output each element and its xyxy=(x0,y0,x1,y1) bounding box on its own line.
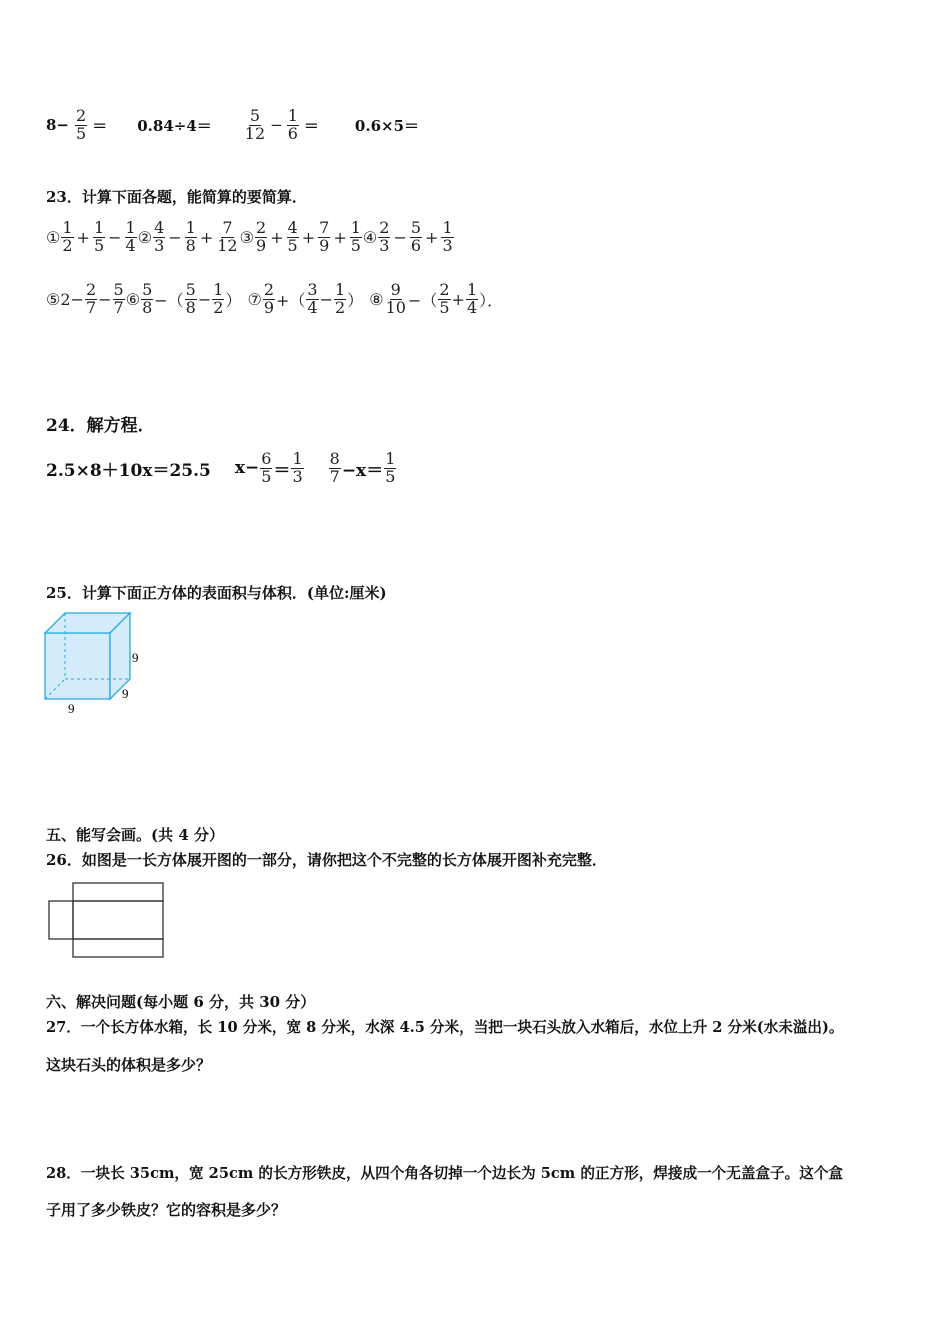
q23-frac7b: $\frac{3}{4}$ xyxy=(307,279,318,317)
q23-op: − xyxy=(108,227,122,247)
q23-op6b: − xyxy=(197,289,212,309)
q23-op7: +（ xyxy=(276,290,306,310)
q23-op8b: + xyxy=(451,289,465,309)
q23-whole5: 2− xyxy=(60,289,84,309)
q25-title: 25．计算下面正方体的表面积与体积．(单位:厘米) xyxy=(46,584,387,602)
q23-fraction: $\frac{7}{9}$ xyxy=(319,217,330,255)
q23-fraction: $\frac{4}{3}$ xyxy=(154,217,165,255)
q23-fraction: $\frac{1}{5}$ xyxy=(350,217,361,255)
q23-fraction: $\frac{1}{3}$ xyxy=(442,217,453,255)
q23-frac8c: $\frac{1}{4}$ xyxy=(466,279,478,317)
q24-eq2-frac2: $\frac{1}{3}$ xyxy=(292,448,303,486)
q23-close8: ）． xyxy=(479,290,504,310)
q23-frac7c: $\frac{1}{2}$ xyxy=(335,279,346,317)
q23-op5: − xyxy=(98,289,112,309)
net-figure xyxy=(46,880,168,962)
q23-op8: −（ xyxy=(407,290,438,310)
q23-frac7a: $\frac{2}{9}$ xyxy=(263,279,274,317)
q22-expr3-equals: ＝ xyxy=(303,116,319,135)
q22-expr1-equals: ＝ xyxy=(92,116,108,135)
q23-mark5: ⑤ xyxy=(46,289,61,309)
q23-op: + xyxy=(333,227,347,247)
q23-fraction: $\frac{1}{4}$ xyxy=(125,217,136,255)
q22-expr3-fraction2: $\frac{1}{6}$ xyxy=(287,105,298,143)
q24-eq2-b: ＝ xyxy=(273,460,291,481)
q27-line2: 这块石头的体积是多少？ xyxy=(46,1056,212,1074)
q27-line1: 27．一个长方体水箱，长 10 分米，宽 8 分米，水深 4.5 分米，当把一块石头放入水箱后，水位上升 2 分米(水未溢出)。 xyxy=(46,1019,844,1036)
q24-equations xyxy=(46,442,397,494)
net-left-face xyxy=(49,901,73,939)
q23-fraction: $\frac{1}{8}$ xyxy=(185,217,196,255)
net-bottom-face xyxy=(73,939,163,957)
q23-fraction: $\frac{7}{12}$ xyxy=(217,217,238,255)
q22-row xyxy=(46,100,419,150)
q23-op: + xyxy=(425,227,439,247)
q23-frac6c: $\frac{1}{2}$ xyxy=(213,279,224,317)
q22-expr1-fraction: $\frac{2}{5}$ xyxy=(76,105,87,143)
q23-fraction: $\frac{2}{3}$ xyxy=(379,217,390,255)
q24-eq3-frac1: $\frac{8}{7}$ xyxy=(329,448,340,486)
section6-title: 六、解决问题(每小题 6 分，共 30 分） xyxy=(46,993,316,1011)
q23-row1 xyxy=(46,214,455,260)
q24-eq1: 2.5×8＋10x＝25.5 xyxy=(46,460,211,481)
cube-height-label: 9 xyxy=(132,650,139,665)
q23-close7: ） xyxy=(347,290,364,310)
q23-mark3: ③ xyxy=(239,227,254,247)
q22-expr2: 0.84÷4＝ xyxy=(137,116,212,135)
q24-title: 24．解方程． xyxy=(46,416,155,436)
q23-fraction: $\frac{1}{2}$ xyxy=(62,217,73,255)
net-middle-face xyxy=(73,901,163,939)
q24-eq2-frac1: $\frac{6}{5}$ xyxy=(261,448,272,486)
q22-expr4: 0.6×5＝ xyxy=(354,116,420,135)
q23-mark4: ④ xyxy=(362,227,378,247)
q24-eq2-a: x− xyxy=(234,458,260,478)
q23-frac8b: $\frac{2}{5}$ xyxy=(439,279,450,317)
q23-fraction: $\frac{1}{5}$ xyxy=(93,217,105,255)
q24-eq3-a: −x＝ xyxy=(341,460,384,481)
q23-frac6a: $\frac{5}{8}$ xyxy=(142,279,153,317)
q22-expr1-whole: 8− xyxy=(46,116,70,134)
q23-mark7: ⑦ xyxy=(247,289,262,309)
cube-width-label: 9 xyxy=(68,701,75,716)
q23-op: − xyxy=(393,227,407,247)
q23-op: + xyxy=(76,227,90,247)
q23-op: + xyxy=(199,227,214,247)
cube-figure xyxy=(40,605,150,720)
q23-mark1: ① xyxy=(46,227,61,247)
q23-mark2: ② xyxy=(137,227,153,247)
q23-fraction: $\frac{2}{9}$ xyxy=(255,217,267,255)
q23-row2 xyxy=(46,276,503,322)
q23-mark8: ⑧ xyxy=(369,289,384,309)
q23-op: − xyxy=(168,227,182,247)
q23-frac6b: $\frac{5}{8}$ xyxy=(185,279,196,317)
q23-fraction: $\frac{5}{6}$ xyxy=(410,217,422,255)
cube-depth-label: 9 xyxy=(122,686,129,701)
q28-line1: 28．一块长 35cm，宽 25cm 的长方形铁皮，从四个角各切掉一个边长为 5cm 的正方形，焊接成一个无盖盒子。这个盒 xyxy=(46,1165,844,1182)
q23-op: + xyxy=(270,227,284,247)
q23-frac8a: $\frac{9}{10}$ xyxy=(385,279,406,317)
q28-line2: 子用了多少铁皮？它的容积是多少？ xyxy=(46,1201,287,1219)
q23-frac5b: $\frac{5}{7}$ xyxy=(113,279,124,317)
q22-expr3-fraction1: $\frac{5}{12}$ xyxy=(244,105,266,143)
q23-mark6: ⑥ xyxy=(125,289,141,309)
q23-close6: ） xyxy=(225,290,242,310)
q24-eq3-frac2: $\frac{1}{5}$ xyxy=(385,448,396,486)
q23-op: + xyxy=(301,227,316,247)
q23-fraction: $\frac{4}{5}$ xyxy=(287,217,298,255)
q23-op6: −（ xyxy=(154,290,184,310)
q22-expr3-op: − xyxy=(270,116,283,134)
section5-title: 五、能写会画。(共 4 分） xyxy=(46,826,224,844)
q26-text: 26．如图是一长方体展开图的一部分，请你把这个不完整的长方体展开图补充完整． xyxy=(46,851,607,869)
net-top-face xyxy=(73,883,163,901)
q23-op7b: − xyxy=(319,289,334,309)
q23-title: 23．计算下面各题，能简算的要简算． xyxy=(46,188,307,206)
q23-frac5a: $\frac{2}{7}$ xyxy=(85,279,97,317)
